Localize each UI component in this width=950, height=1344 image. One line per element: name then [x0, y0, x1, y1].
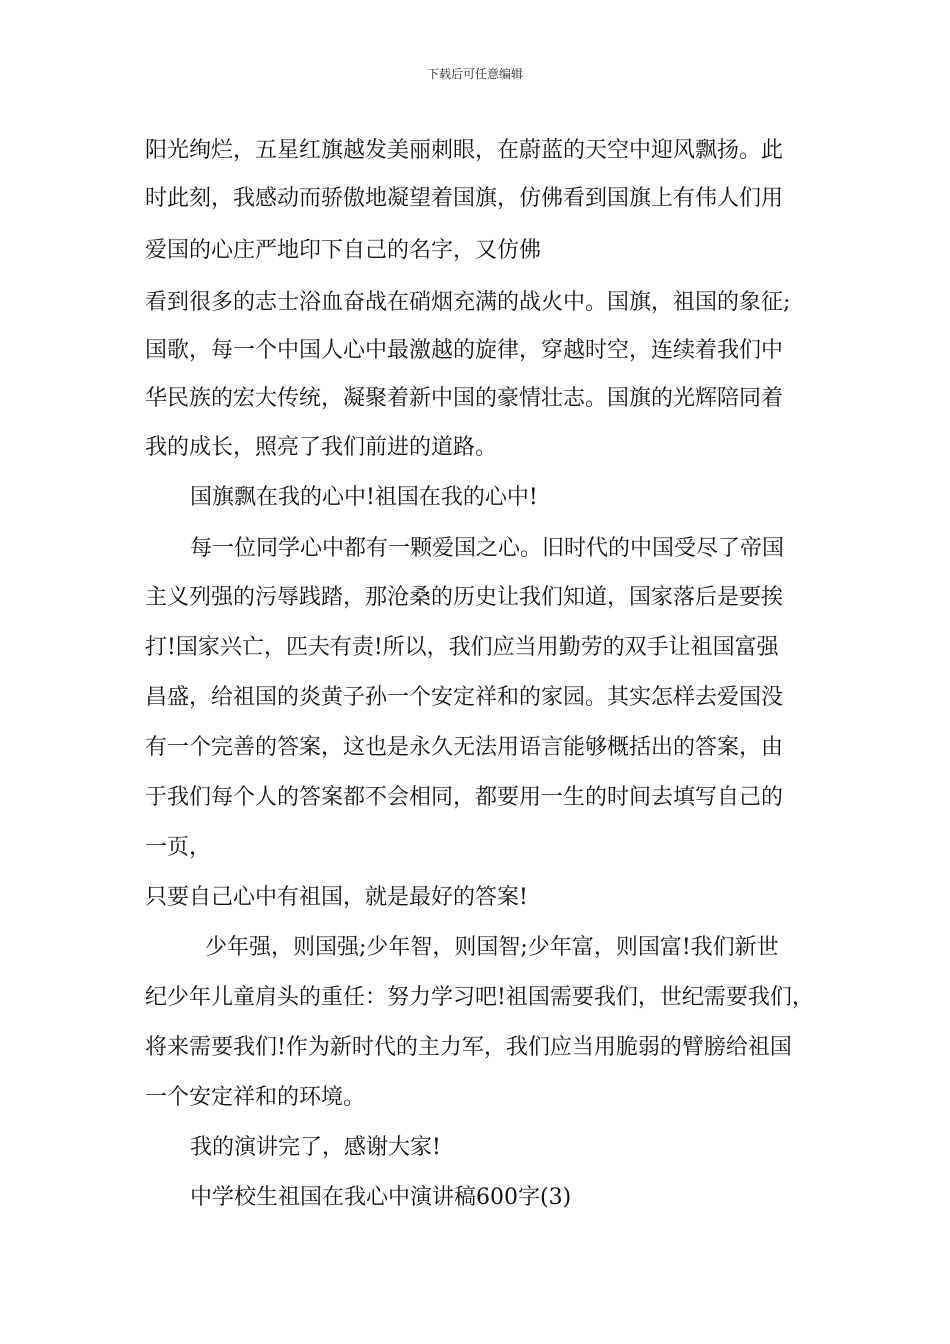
text-line: 昌盛，给祖国的炎黄子孙一个安定祥和的家园。其实怎样去爱国没 — [145, 685, 784, 710]
text-line: 纪少年儿童肩头的重任：努力学习吧!祖国需要我们，世纪需要我们， — [145, 985, 814, 1010]
text-line: 主义列强的污辱践踏，那沧桑的历史让我们知道，国家落后是要挨 — [145, 585, 784, 610]
text-line: 阳光绚烂，五星红旗越发美丽刺眼，在蔚蓝的天空中迎风飘扬。此 — [145, 138, 784, 163]
text-line: 每一位同学心中都有一颗爱国之心。旧时代的中国受尽了帝国 — [190, 536, 785, 561]
text-line: 于我们每个人的答案都不会相同，都要用一生的时间去填写自己的 — [145, 785, 784, 810]
text-line: 时此刻，我感动而骄傲地凝望着国旗，仿佛看到国旗上有伟人们用 — [145, 186, 784, 211]
text-line: 少年强，则国强;少年智，则国智;少年富，则国富!我们新世 — [205, 935, 779, 960]
text-line: 华民族的宏大传统，凝聚着新中国的豪情壮志。国旗的光辉陪同着 — [145, 386, 784, 411]
page-header: 下载后可任意编辑 — [426, 67, 523, 81]
text-line: 只要自己心中有祖国，就是最好的答案! — [145, 885, 528, 910]
text-line: 我的成长，照亮了我们前进的道路。 — [145, 435, 498, 460]
text-line: 有一个完善的答案，这也是永久无法用语言能够概括出的答案，由 — [145, 735, 784, 760]
text-line: 一个安定祥和的环境。 — [145, 1085, 366, 1110]
section-heading: 中学校生祖国在我心中演讲稿600字(3) — [190, 1185, 572, 1210]
text-line: 爱国的心庄严地印下自己的名字，又仿佛 — [145, 238, 542, 263]
text-line: 打!国家兴亡，匹夫有责!所以，我们应当用勤劳的双手让祖国富强 — [145, 635, 779, 660]
text-line: 国歌，每一个中国人心中最激越的旋律，穿越时空，连续着我们中 — [145, 338, 784, 363]
text-line: 看到很多的志士浴血奋战在硝烟充满的战火中。国旗，祖国的象征; — [145, 290, 791, 315]
text-line: 将来需要我们!作为新时代的主力军，我们应当用脆弱的臂膀给祖国 — [145, 1035, 792, 1060]
text-line: 一页， — [145, 835, 212, 860]
text-line: 我的演讲完了，感谢大家! — [190, 1135, 441, 1160]
text-line: 国旗飘在我的心中!祖国在我的心中! — [190, 485, 538, 510]
